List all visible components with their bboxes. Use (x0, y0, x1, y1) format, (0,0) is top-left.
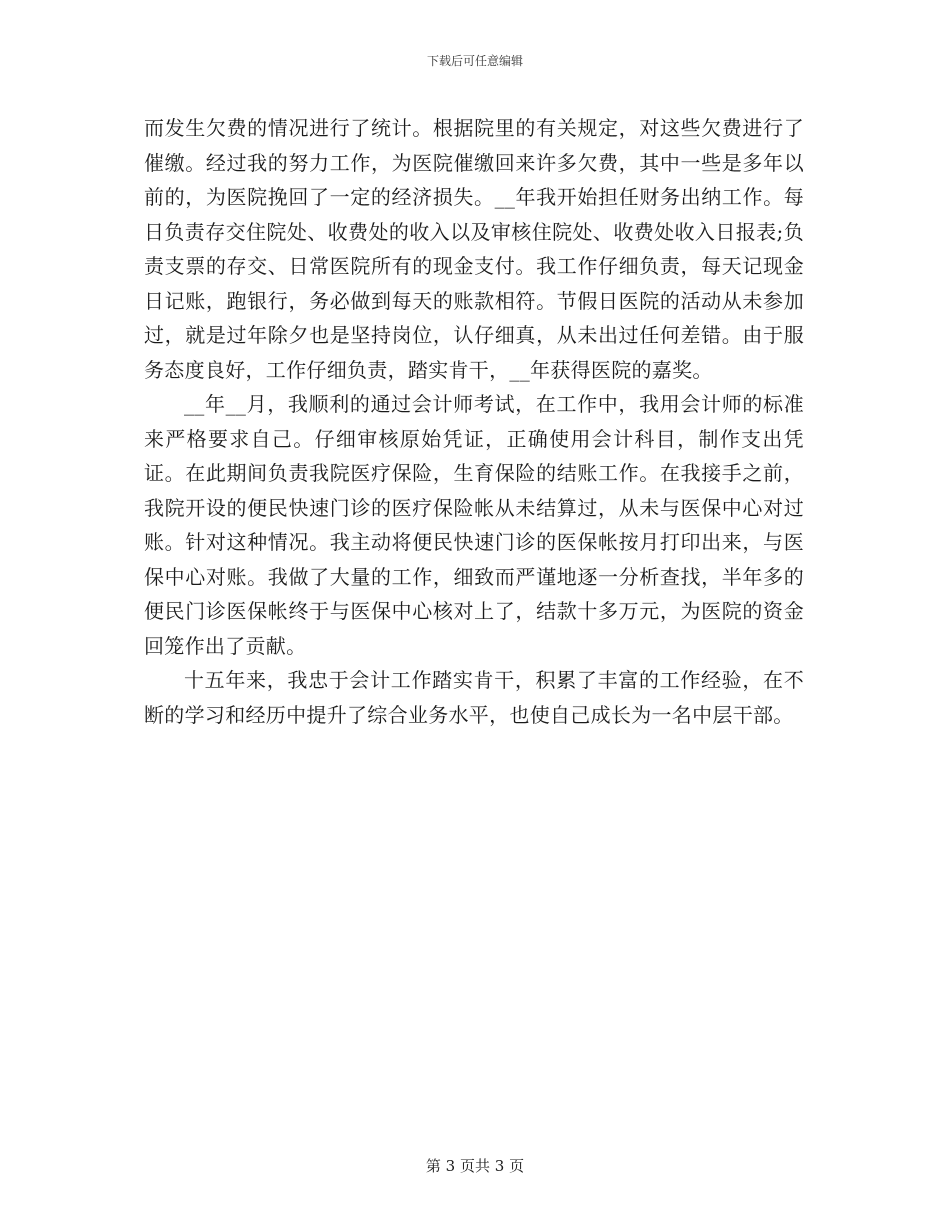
page-number: 第 3 页共 3 页 (425, 1157, 525, 1175)
paragraph-2: __年__月，我顺利的通过会计师考试，在工作中，我用会计师的标准来严格要求自己。仔细审核原始凭证，正确使用会计科目，制作支出凭证。在此期间负责我院医疗保险，生育保险的结账工作。在我接手之前，我院开设的便民快速门诊的医疗保险帐从未结算过，从未与医保中心对过账。针对这种情况。我主动将便民快速门诊的医保帐按月打印出来，与医保中心对账。我做了大量的工作，细致而严谨地逐一分析查找，半年多的便民门诊医保帐终于与医保中心核对上了，结款十多万元，为医院的资金回笼作出了贡献。 (144, 392, 804, 658)
document-body (144, 111, 804, 732)
page-header: 下载后可任意编辑 (426, 54, 523, 68)
paragraph-1: 而发生欠费的情况进行了统计。根据院里的有关规定，对这些欠费进行了催缴。经过我的努力工作，为医院催缴回来许多欠费，其中一些是多年以前的，为医院挽回了一定的经济损失。__年我开始担任财务出纳工作。每日负责存交住院处、收费处的收入以及审核住院处、收费处收入日报表;负责支票的存交、日常医院所有的现金支付。我工作仔细负责，每天记现金日记账，跑银行，务必做到每天的账款相符。节假日医院的活动从未参加过，就是过年除夕也是坚持岗位，认仔细真，从未出过任何差错。由于服务态度良好，工作仔细负责，踏实肯干，__年获得医院的嘉奖。 (144, 116, 804, 382)
paragraph-3: 十五年来，我忠于会计工作踏实肯干，积累了丰富的工作经验，在不断的学习和经历中提升了综合业务水平，也使自己成长为一名中层干部。 (144, 668, 804, 727)
